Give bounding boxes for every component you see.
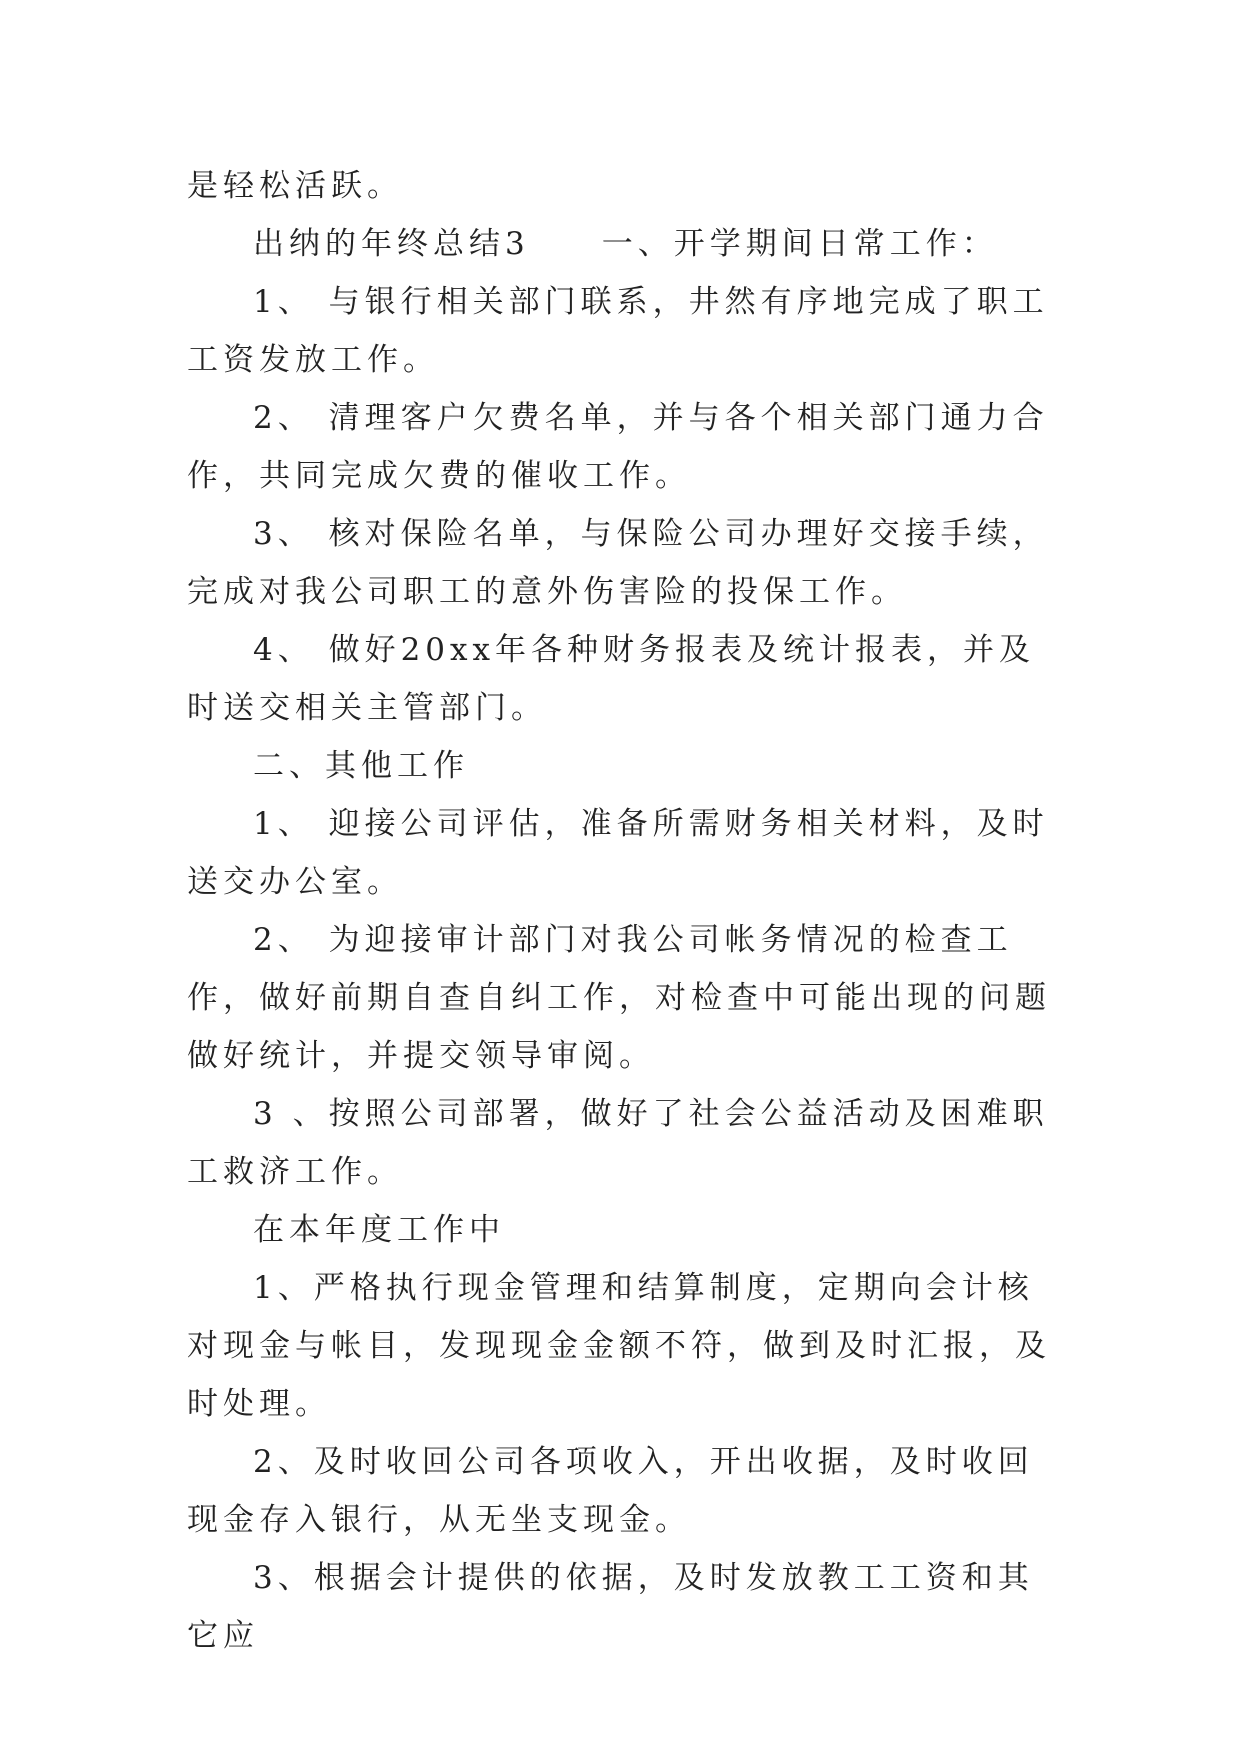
paragraph: 1、 与银行相关部门联系，井然有序地完成了职工工资发放工作。 [187, 284, 1049, 378]
section-heading: 二、其他工作 [253, 748, 469, 784]
section-heading: 在本年度工作中 [253, 1212, 505, 1248]
paragraph: 出纳的年终总结3 一、开学期间日常工作： [253, 226, 998, 262]
paragraph: 1、严格执行现金管理和结算制度，定期向会计核对现金与帐目，发现现金金额不符，做到及时汇报，及时处理。 [187, 1270, 1051, 1422]
paragraph: 3 、按照公司部署，做好了社会公益活动及困难职工救济工作。 [187, 1096, 1049, 1190]
paragraph: 是轻松活跃。 [187, 168, 403, 204]
paragraph: 2、及时收回公司各项收入，开出收据，及时收回现金存入银行，从无坐支现金。 [187, 1444, 1034, 1538]
document-body [187, 157, 1067, 1665]
paragraph: 3、 核对保险名单，与保险公司办理好交接手续，完成对我公司职工的意外伤害险的投保工作。 [187, 516, 1049, 610]
paragraph: 1、 迎接公司评估，准备所需财务相关材料，及时送交办公室。 [187, 806, 1049, 900]
paragraph: 4、 做好20xx年各种财务报表及统计报表，并及时送交相关主管部门。 [187, 632, 1035, 726]
paragraph: 2、 为迎接审计部门对我公司帐务情况的检查工作，做好前期自查自纠工作，对检查中可能出现的问题做好统计，并提交领导审阅。 [187, 922, 1051, 1074]
paragraph: 3、根据会计提供的依据，及时发放教工工资和其它应 [187, 1560, 1034, 1654]
paragraph: 2、 清理客户欠费名单，并与各个相关部门通力合作，共同完成欠费的催收工作。 [187, 400, 1049, 494]
